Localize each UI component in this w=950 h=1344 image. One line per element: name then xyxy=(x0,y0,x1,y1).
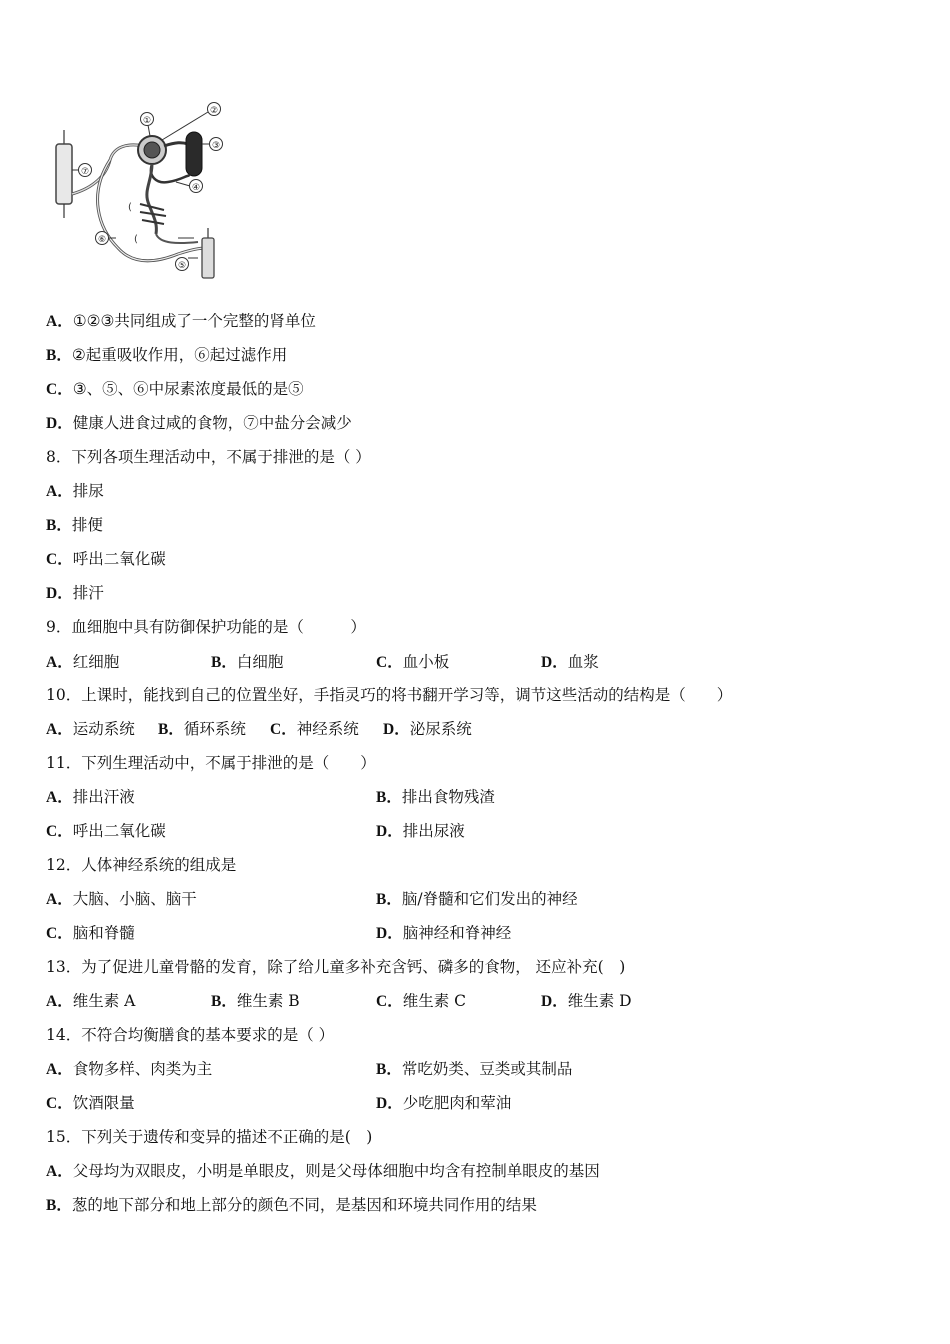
q14-stem: 14．不符合均衡膳食的基本要求的是（ ） xyxy=(46,1026,335,1044)
nephron-diagram xyxy=(48,98,238,283)
q10-option-d[interactable]: D．泌尿系统 xyxy=(383,720,472,738)
label-1-leader xyxy=(148,125,150,136)
q12-option-b[interactable]: B．脑/脊髓和它们发出的神经 xyxy=(376,890,578,908)
q7-option-c[interactable]: C．③、⑤、⑥中尿素浓度最低的是⑤ xyxy=(46,380,304,398)
q9-option-a[interactable]: A．红细胞 xyxy=(46,653,120,671)
q15-option-b[interactable]: B．葱的地下部分和地上部分的颜色不同，是基因和环境共同作用的结果 xyxy=(46,1196,537,1214)
q14-option-b[interactable]: B．常吃奶类、豆类或其制品 xyxy=(376,1060,573,1078)
q11-option-a[interactable]: A．排出汗液 xyxy=(46,788,135,806)
q12-stem: 12．人体神经系统的组成是 xyxy=(46,856,237,874)
label-6: ⑥ xyxy=(97,235,107,245)
q8-stem: 8．下列各项生理活动中，不属于排泄的是（ ） xyxy=(46,448,371,466)
q9-option-b[interactable]: B．白细胞 xyxy=(211,653,284,671)
capillary-3 xyxy=(186,132,202,176)
label-4: ④ xyxy=(191,183,201,193)
q11-option-c[interactable]: C．呼出二氧化碳 xyxy=(46,822,166,840)
q9-option-d[interactable]: D．血浆 xyxy=(541,653,599,671)
q14-option-a[interactable]: A．食物多样、肉类为主 xyxy=(46,1060,213,1078)
q10-stem: 10．上课时，能找到自己的位置坐好，手指灵巧的将书翻开学习等，调节这些活动的结构是（ ） xyxy=(46,686,733,704)
q15-stem: 15．下列关于遗传和变异的描述不正确的是( ) xyxy=(46,1128,373,1146)
tubule-descending xyxy=(147,164,157,234)
q8-option-c[interactable]: C．呼出二氧化碳 xyxy=(46,550,166,568)
svg-text:(: ( xyxy=(128,202,132,213)
q8-option-a[interactable]: A．排尿 xyxy=(46,482,104,500)
q10-option-c[interactable]: C．神经系统 xyxy=(270,720,359,738)
q11-stem: 11．下列生理活动中，不属于排泄的是（ ） xyxy=(46,754,376,772)
q10-option-a[interactable]: A．运动系统 xyxy=(46,720,135,738)
q15-option-a[interactable]: A．父母均为双眼皮，小明是单眼皮，则是父母体细胞中均含有控制单眼皮的基因 xyxy=(46,1162,600,1180)
q9-stem: 9．血细胞中具有防御保护功能的是（ ） xyxy=(46,618,366,636)
vessel-7 xyxy=(56,144,72,204)
label-1: ① xyxy=(142,116,152,126)
q13-option-a[interactable]: A．维生素 A xyxy=(46,992,136,1010)
vessel-5 xyxy=(202,238,214,278)
label-7: ⑦ xyxy=(80,167,90,177)
q13-option-b[interactable]: B．维生素 B xyxy=(211,992,300,1010)
q8-option-d[interactable]: D．排汗 xyxy=(46,584,104,602)
q10-option-b[interactable]: B．循环系统 xyxy=(158,720,246,738)
q14-option-d[interactable]: D．少吃肥肉和荤油 xyxy=(376,1094,512,1112)
q12-option-c[interactable]: C．脑和脊髓 xyxy=(46,924,135,942)
q11-option-b[interactable]: B．排出食物残渣 xyxy=(376,788,495,806)
label-4-leader xyxy=(176,182,190,186)
tubule-end xyxy=(156,234,198,243)
q13-option-c[interactable]: C．维生素 C xyxy=(376,992,466,1010)
glomerulus xyxy=(144,142,160,158)
renal-tubule xyxy=(151,164,190,182)
label-5: ⑤ xyxy=(177,261,187,271)
q7-option-b[interactable]: B．②起重吸收作用，⑥起过滤作用 xyxy=(46,346,288,364)
label-2: ② xyxy=(209,106,219,116)
q7-option-a[interactable]: A．①②③共同组成了一个完整的肾单位 xyxy=(46,312,316,330)
q11-option-d[interactable]: D．排出尿液 xyxy=(376,822,465,840)
q14-option-c[interactable]: C．饮酒限量 xyxy=(46,1094,135,1112)
q8-option-b[interactable]: B．排便 xyxy=(46,516,103,534)
q13-option-d[interactable]: D．维生素 D xyxy=(541,992,632,1010)
q12-option-d[interactable]: D．脑神经和脊神经 xyxy=(376,924,512,942)
svg-text:(: ( xyxy=(134,234,138,245)
q9-option-c[interactable]: C．血小板 xyxy=(376,653,450,671)
q13-stem: 13．为了促进儿童骨骼的发育，除了给儿童多补充含钙、磷多的食物， 还应补充( ) xyxy=(46,958,626,976)
q12-option-a[interactable]: A．大脑、小脑、脑干 xyxy=(46,890,197,908)
q7-option-d[interactable]: D．健康人进食过咸的食物，⑦中盐分会减少 xyxy=(46,414,352,432)
label-3: ③ xyxy=(211,141,221,151)
tubule-segments xyxy=(140,204,166,224)
efferent-vessel xyxy=(164,143,188,146)
